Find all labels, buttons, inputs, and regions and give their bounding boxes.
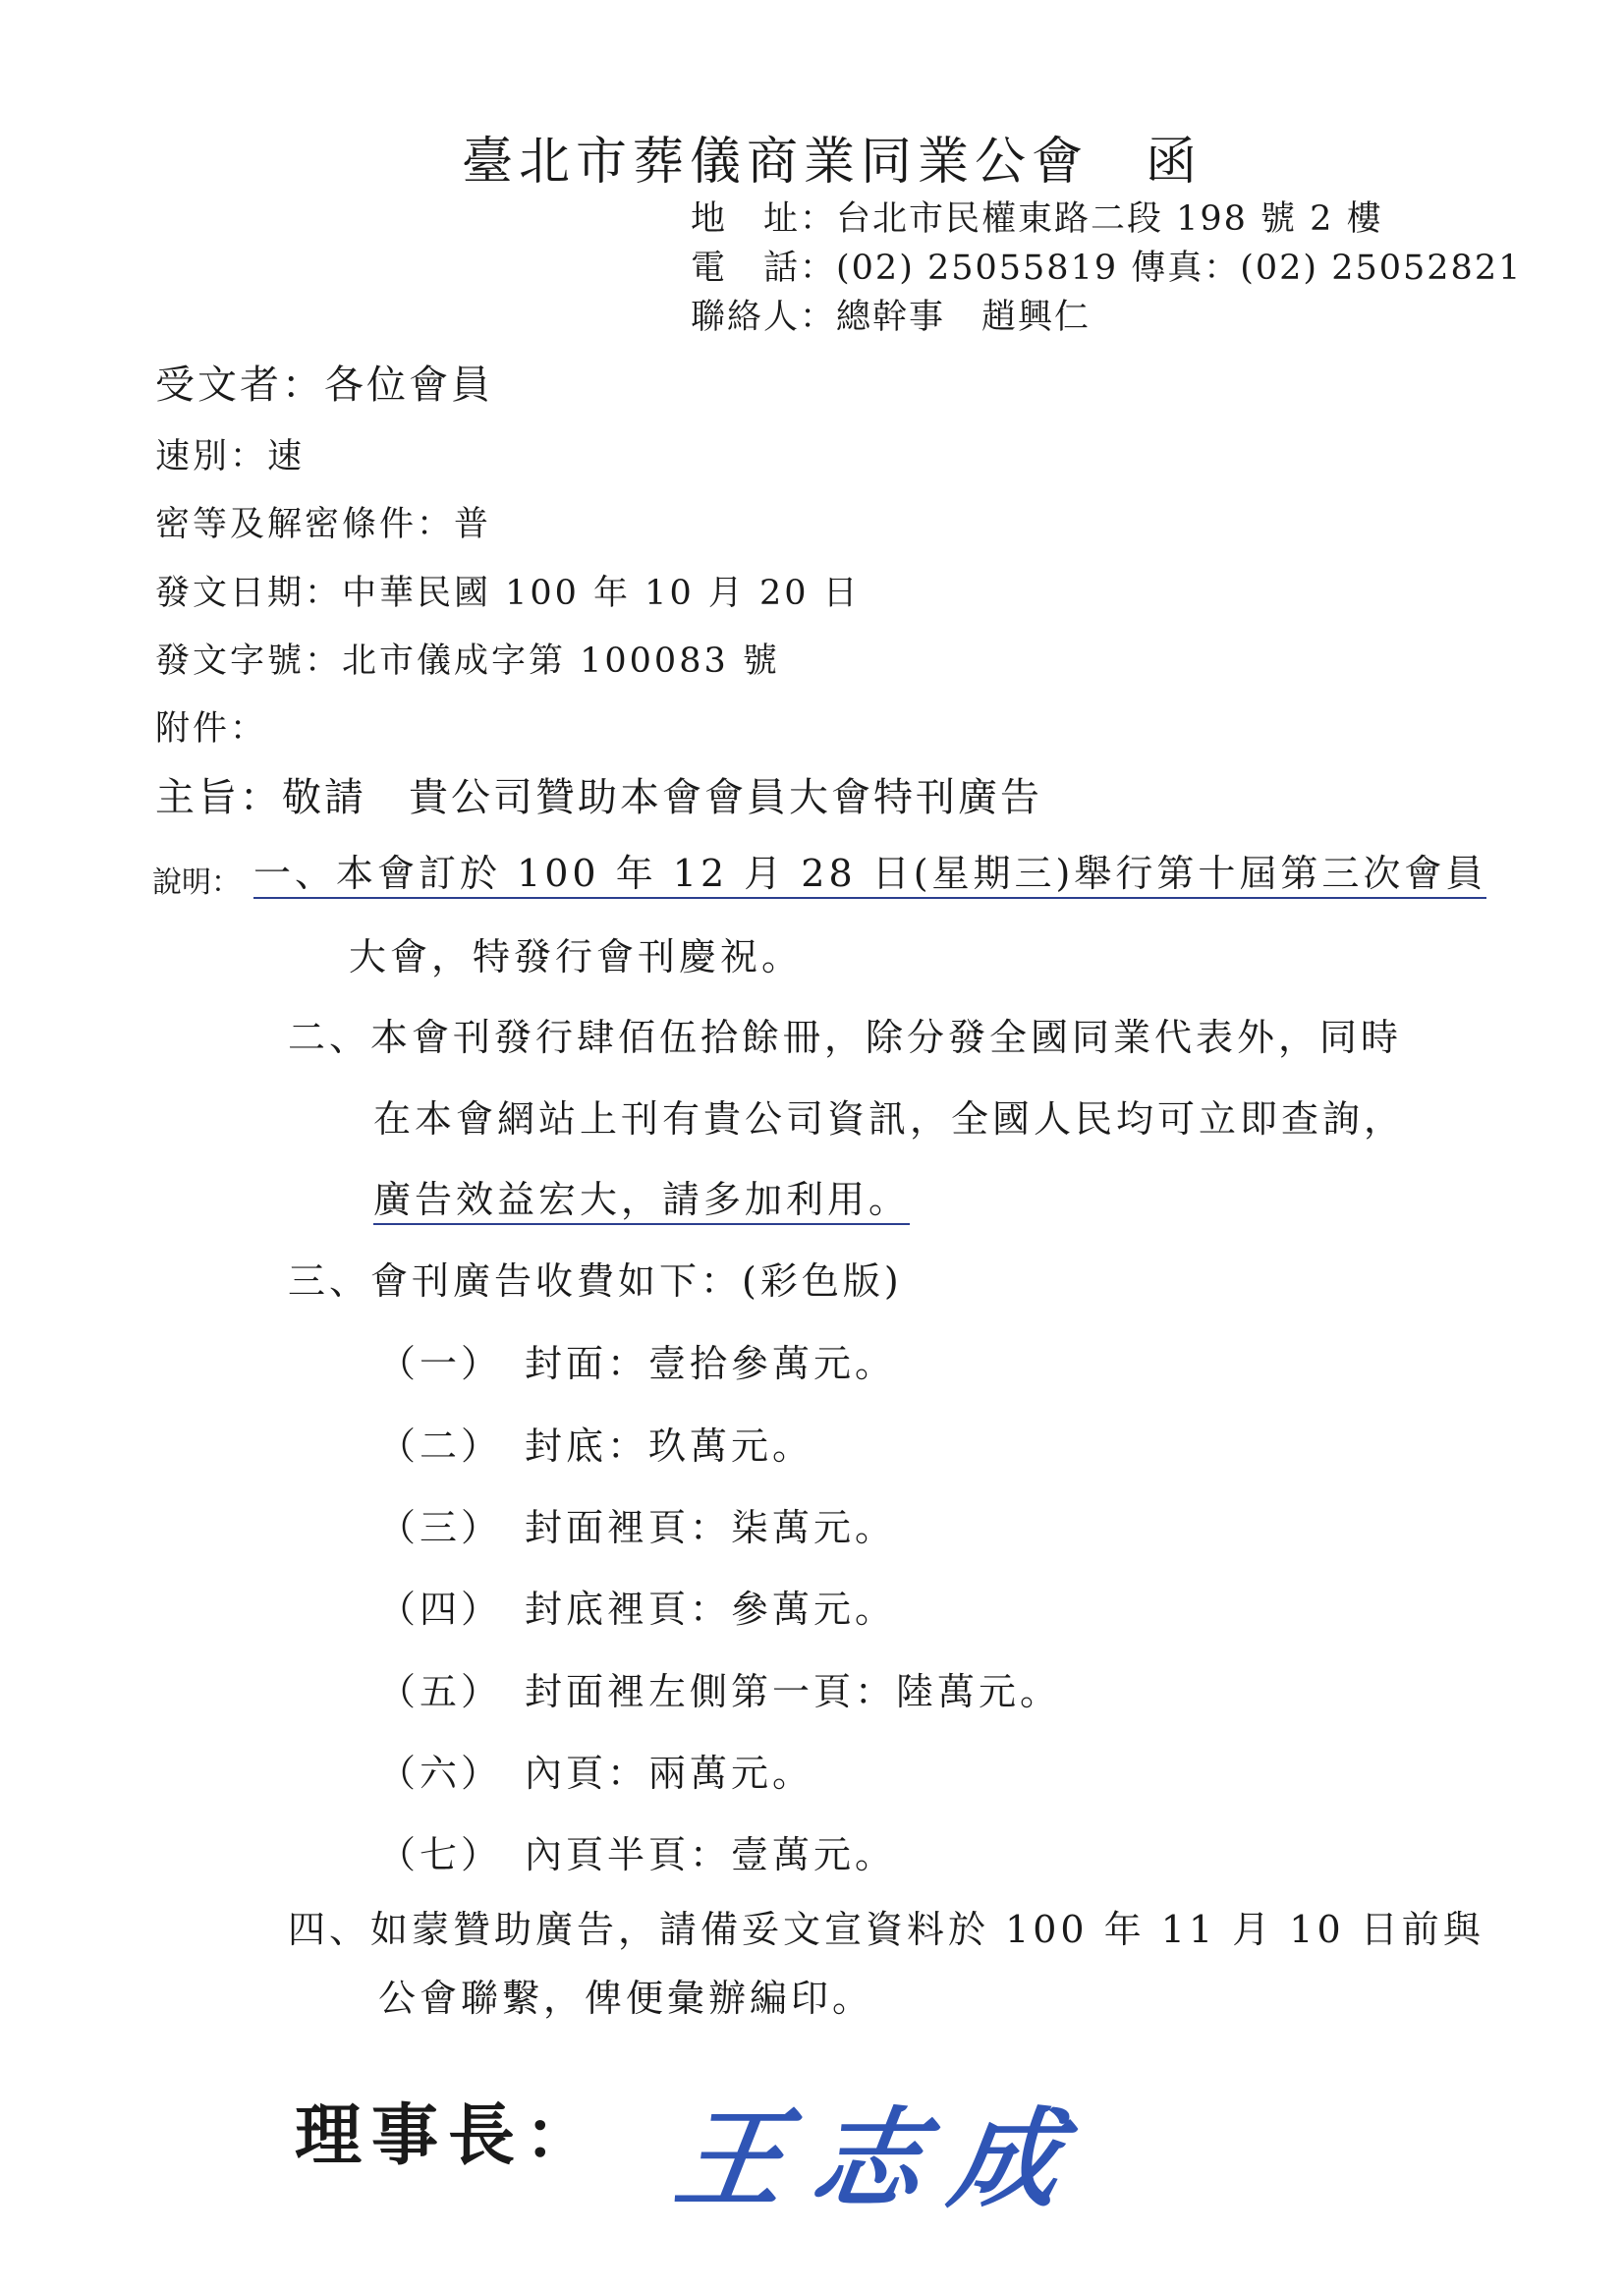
explanation-item-2-line-3 — [373, 1169, 910, 1223]
date-line: 發文日期：中華民國 100 年 10 月 20 日 — [155, 574, 861, 613]
fee-item-7: （七） 內頁半頁：壹萬元。 — [378, 1833, 897, 1876]
explanation-item-4-line-2: 公會聯繫，俾便彙辦編印。 — [378, 1977, 874, 2020]
fee-item-1: （一） 封面：壹拾參萬元。 — [378, 1342, 897, 1385]
explanation-item-2-line-2: 在本會網站上刊有貴公司資訊，全國人民均可立即查詢， — [373, 1097, 1406, 1141]
secrecy-line: 密等及解密條件：普 — [155, 505, 492, 544]
letterhead-title: 臺北市葬儀商業同業公會 函 — [462, 133, 1204, 192]
chairman-signature: 王志成 — [667, 2096, 1098, 2222]
contact-line: 聯絡人：總幹事 趙興仁 — [691, 298, 1092, 337]
document-number-line: 發文字號：北市儀成字第 100083 號 — [155, 642, 780, 681]
explanation-item-1-line-1 — [253, 843, 1486, 897]
explanation-label: 說明： — [152, 866, 241, 900]
fee-item-6: （六） 內頁：兩萬元。 — [378, 1752, 814, 1795]
item-2-line-3-text: 廣告效益宏大，請多加利用。 — [373, 1178, 910, 1225]
fee-item-4: （四） 封底裡頁：參萬元。 — [378, 1588, 897, 1631]
item-1-text: 一、本會訂於 100 年 12 月 28 日(星期三)舉行第十屆第三次會員 — [253, 852, 1486, 899]
recipient-line: 受文者：各位會員 — [155, 363, 493, 408]
subject-line: 主旨：敬請 貴公司贊助本會會員大會特刊廣告 — [155, 775, 1042, 820]
explanation-item-2-line-1: 二、本會刊發行肆佰伍拾餘冊，除分發全國同業代表外，同時 — [288, 1016, 1403, 1059]
explanation-item-1-line-2: 大會，特發行會刊慶祝。 — [349, 935, 804, 978]
phone-fax-line: 電 話：(02) 25055819 傳真：(02) 25052821 — [691, 249, 1523, 288]
fee-item-2: （二） 封底：玖萬元。 — [378, 1424, 814, 1468]
chairman-label: 理事長： — [295, 2096, 602, 2175]
attachment-line: 附件： — [155, 709, 268, 749]
explanation-item-3: 三、會刊廣告收費如下：(彩色版) — [288, 1259, 903, 1303]
explanation-item-4-line-1: 四、如蒙贊助廣告，請備妥文宣資料於 100 年 11 月 10 日前與 — [288, 1908, 1484, 1951]
fee-item-5: （五） 封面裡左側第一頁：陸萬元。 — [378, 1670, 1062, 1713]
address-line: 地 址：台北市民權東路二段 198 號 2 樓 — [691, 199, 1383, 239]
speed-line: 速別：速 — [155, 437, 306, 476]
fee-item-3: （三） 封面裡頁：柒萬元。 — [378, 1506, 897, 1549]
